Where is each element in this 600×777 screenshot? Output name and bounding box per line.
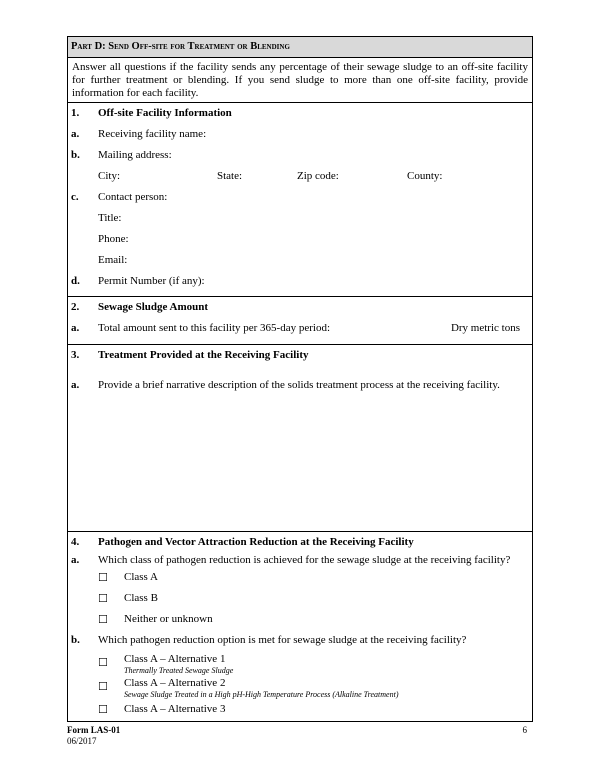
state-field[interactable]: State: xyxy=(217,170,243,182)
checkbox-icon[interactable]: ☐ xyxy=(98,703,108,716)
option-label: Class A – Alternative 1 xyxy=(124,653,226,665)
checkbox-icon[interactable]: ☐ xyxy=(98,680,108,693)
item-letter: a. xyxy=(71,128,80,140)
option-label: Class B xyxy=(124,592,158,604)
page-footer xyxy=(67,725,533,747)
form-part-d xyxy=(67,36,533,722)
section-sludge-amount xyxy=(68,301,532,345)
city-field[interactable]: City: xyxy=(98,170,121,182)
option-neither[interactable] xyxy=(98,613,532,626)
checkbox-icon[interactable]: ☐ xyxy=(98,656,108,669)
option-label: Class A – Alternative 2 xyxy=(124,677,226,689)
part-header: Part D: Send Off-site for Treatment or Blending xyxy=(68,37,532,58)
checkbox-icon[interactable]: ☐ xyxy=(98,613,108,626)
total-amount-field[interactable]: Total amount sent to this facility per 365-day period: xyxy=(98,322,331,334)
zip-code-field[interactable]: Zip code: xyxy=(297,170,339,182)
section-title: Treatment Provided at the Receiving Facility xyxy=(98,349,309,361)
option-alt-2[interactable] xyxy=(98,677,532,699)
question-text: Which class of pathogen reduction is achieved for the sewage sludge at the receiving facility? xyxy=(98,554,511,566)
email-field[interactable]: Email: xyxy=(98,254,128,266)
mailing-address-field[interactable]: Mailing address: xyxy=(98,149,172,161)
item-letter: d. xyxy=(71,275,80,287)
permit-number-field[interactable]: Permit Number (if any): xyxy=(98,275,205,287)
checkbox-icon[interactable]: ☐ xyxy=(98,592,108,605)
option-label: Neither or unknown xyxy=(124,613,213,625)
option-alt-1[interactable] xyxy=(98,653,532,675)
item-letter: c. xyxy=(71,191,79,203)
contact-person-field[interactable]: Contact person: xyxy=(98,191,168,203)
section-number: 2. xyxy=(71,301,80,313)
section-number: 3. xyxy=(71,349,80,361)
section-number: 4. xyxy=(71,536,80,548)
intro-text: Answer all questions if the facility sends any percentage of their sewage sludge to an off-site facility for further treatment or blending. If you send sludge to more than one off-site facility, provide information for each facility. xyxy=(68,58,532,103)
section-number: 1. xyxy=(71,107,80,119)
unit-label: Dry metric tons xyxy=(450,322,520,334)
item-letter: a. xyxy=(71,554,80,566)
option-note: Sewage Sludge Treated in a High pH-High Temperature Process (Alkaline Treatment) xyxy=(124,690,399,699)
option-alt-3[interactable] xyxy=(98,703,532,716)
option-note: Thermally Treated Sewage Sludge xyxy=(124,666,234,675)
phone-field[interactable]: Phone: xyxy=(98,233,129,245)
option-class-b[interactable] xyxy=(98,592,532,605)
receiving-facility-name-field[interactable]: Receiving facility name: xyxy=(98,128,207,140)
item-letter: a. xyxy=(71,322,80,334)
county-field[interactable]: County: xyxy=(407,170,443,182)
form-id: Form LAS-01 xyxy=(67,725,121,735)
section-title: Sewage Sludge Amount xyxy=(98,301,209,313)
section-pathogen xyxy=(68,536,532,716)
section-title: Pathogen and Vector Attraction Reduction at the Receiving Facility xyxy=(98,536,414,548)
section-facility-info xyxy=(68,107,532,297)
item-letter: b. xyxy=(71,149,80,161)
option-label: Class A xyxy=(124,571,158,583)
item-letter: b. xyxy=(71,634,80,646)
page-number: 6 xyxy=(522,725,527,735)
checkbox-icon[interactable]: ☐ xyxy=(98,571,108,584)
option-label: Class A – Alternative 3 xyxy=(124,703,226,715)
form-date: 06/2017 xyxy=(67,736,97,746)
question-text: Which pathogen reduction option is met for sewage sludge at the receiving facility? xyxy=(98,634,467,646)
section-title: Off-site Facility Information xyxy=(98,107,232,119)
option-class-a[interactable] xyxy=(98,571,532,584)
item-letter: a. xyxy=(71,379,80,391)
treatment-narrative-field[interactable]: Provide a brief narrative description of the solids treatment process at the receiving facility. xyxy=(98,379,500,391)
contact-title-field[interactable]: Title: xyxy=(98,212,122,224)
section-treatment xyxy=(68,349,532,532)
